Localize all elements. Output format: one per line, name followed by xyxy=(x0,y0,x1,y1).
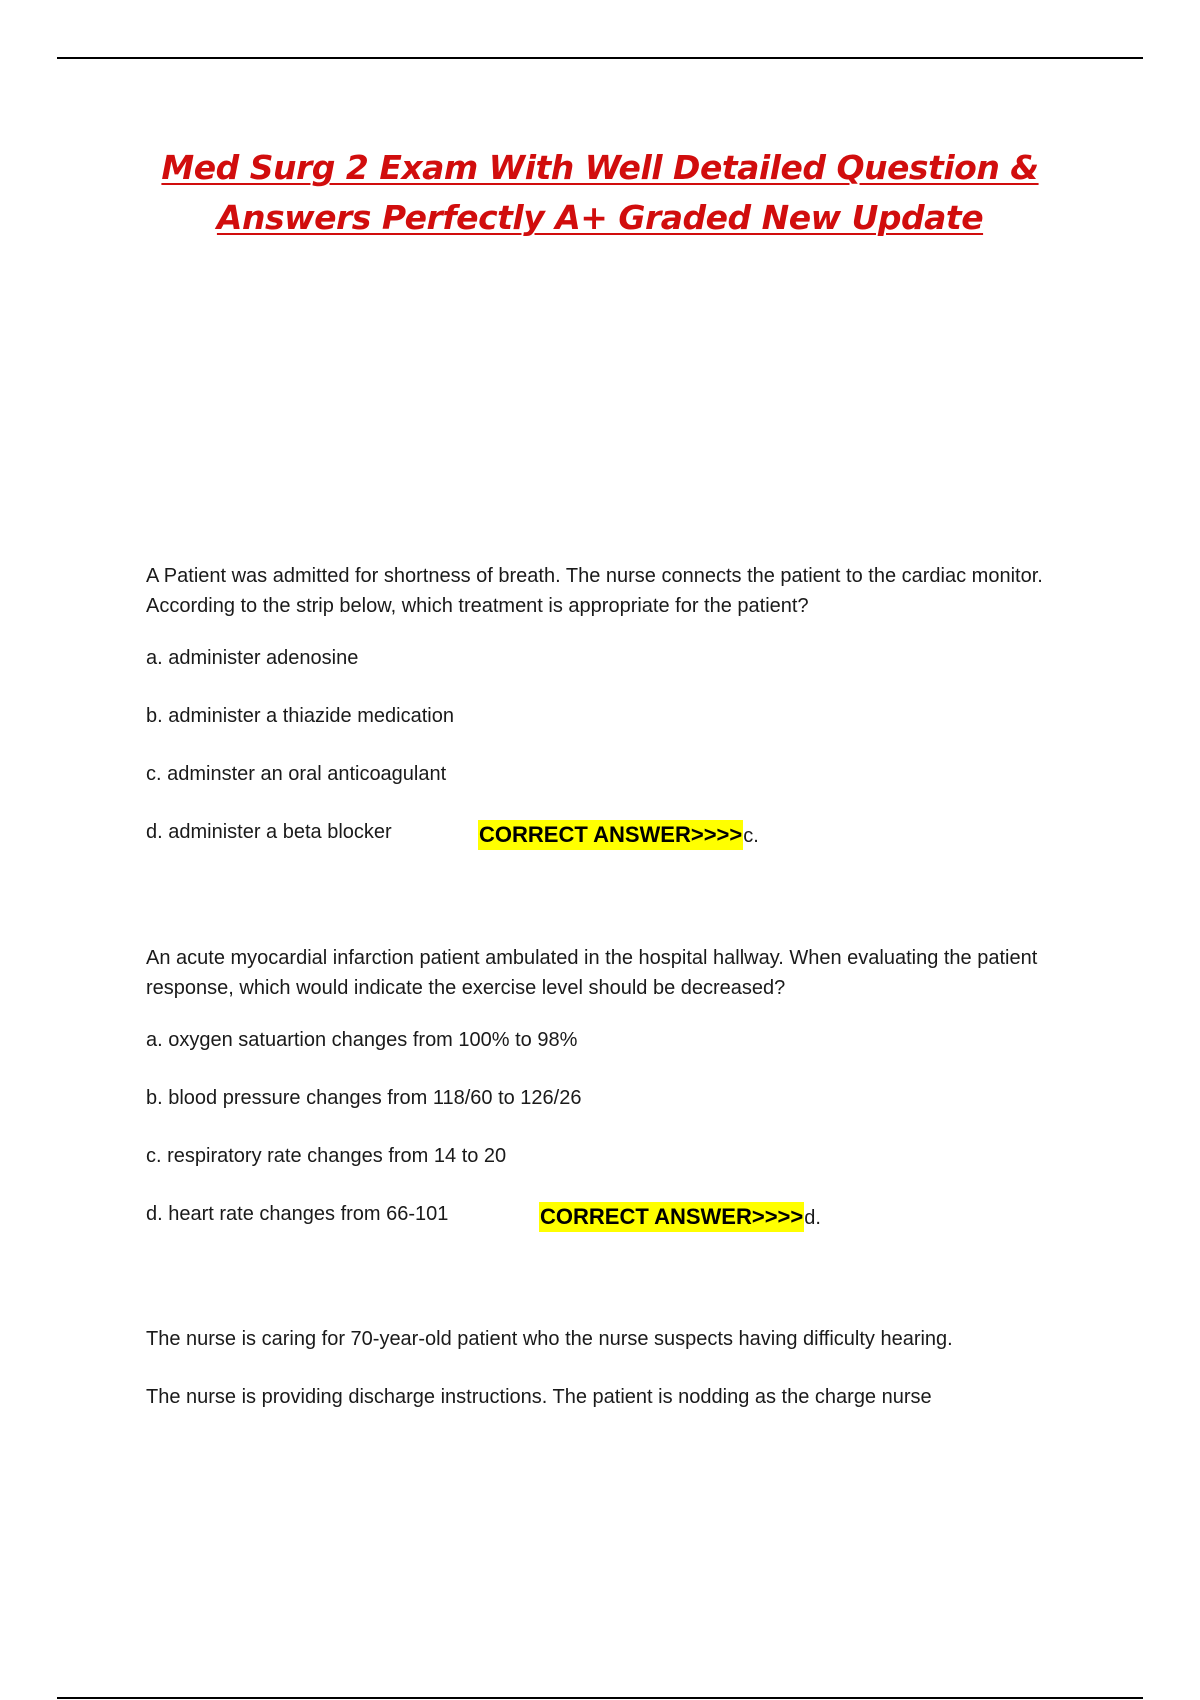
document-title xyxy=(57,143,1143,243)
option-a: a. oxygen satuartion changes from 100% to 98% xyxy=(146,1029,578,1051)
correct-answer-letter: c. xyxy=(743,825,759,847)
correct-answer-1 xyxy=(478,820,759,850)
option-d: d. heart rate changes from 66-101 xyxy=(146,1203,449,1225)
question-stem: A Patient was admitted for shortness of breath. The nurse connects the patient to the cardiac monitor. According to the strip below, which treatment is appropriate for the patient? xyxy=(146,565,1043,617)
title-line-2: Answers Perfectly A+ Graded New Update xyxy=(216,198,984,237)
correct-answer-label: CORRECT ANSWER>>>> xyxy=(539,1202,804,1232)
question-3-line-1: The nurse is caring for 70-year-old patient who the nurse suspects having difficulty hearing. xyxy=(146,1328,953,1350)
question-1 xyxy=(146,561,1086,845)
title-line-1: Med Surg 2 Exam With Well Detailed Question & xyxy=(161,148,1039,187)
top-rule xyxy=(57,57,1143,59)
title-line-1-wrap xyxy=(57,143,1143,193)
correct-answer-2 xyxy=(539,1202,821,1232)
correct-answer-label: CORRECT ANSWER>>>> xyxy=(478,820,743,850)
bottom-rule xyxy=(57,1697,1143,1699)
question-3 xyxy=(146,1324,1086,1440)
option-c: c. adminster an oral anticoagulant xyxy=(146,763,447,785)
option-c: c. respiratory rate changes from 14 to 20 xyxy=(146,1145,507,1167)
correct-answer-letter: d. xyxy=(804,1207,821,1229)
option-b: b. blood pressure changes from 118/60 to 126/26 xyxy=(146,1087,582,1109)
question-2 xyxy=(146,943,1086,1227)
option-a: a. administer adenosine xyxy=(146,647,359,669)
title-line-2-wrap xyxy=(57,193,1143,243)
option-b: b. administer a thiazide medication xyxy=(146,705,454,727)
option-d: d. administer a beta blocker xyxy=(146,821,392,843)
question-stem: An acute myocardial infarction patient ambulated in the hospital hallway. When evaluating the patient response, which would indicate the exercise level should be decreased? xyxy=(146,947,1038,999)
question-3-line-2: The nurse is providing discharge instructions. The patient is nodding as the charge nurse xyxy=(146,1386,932,1408)
